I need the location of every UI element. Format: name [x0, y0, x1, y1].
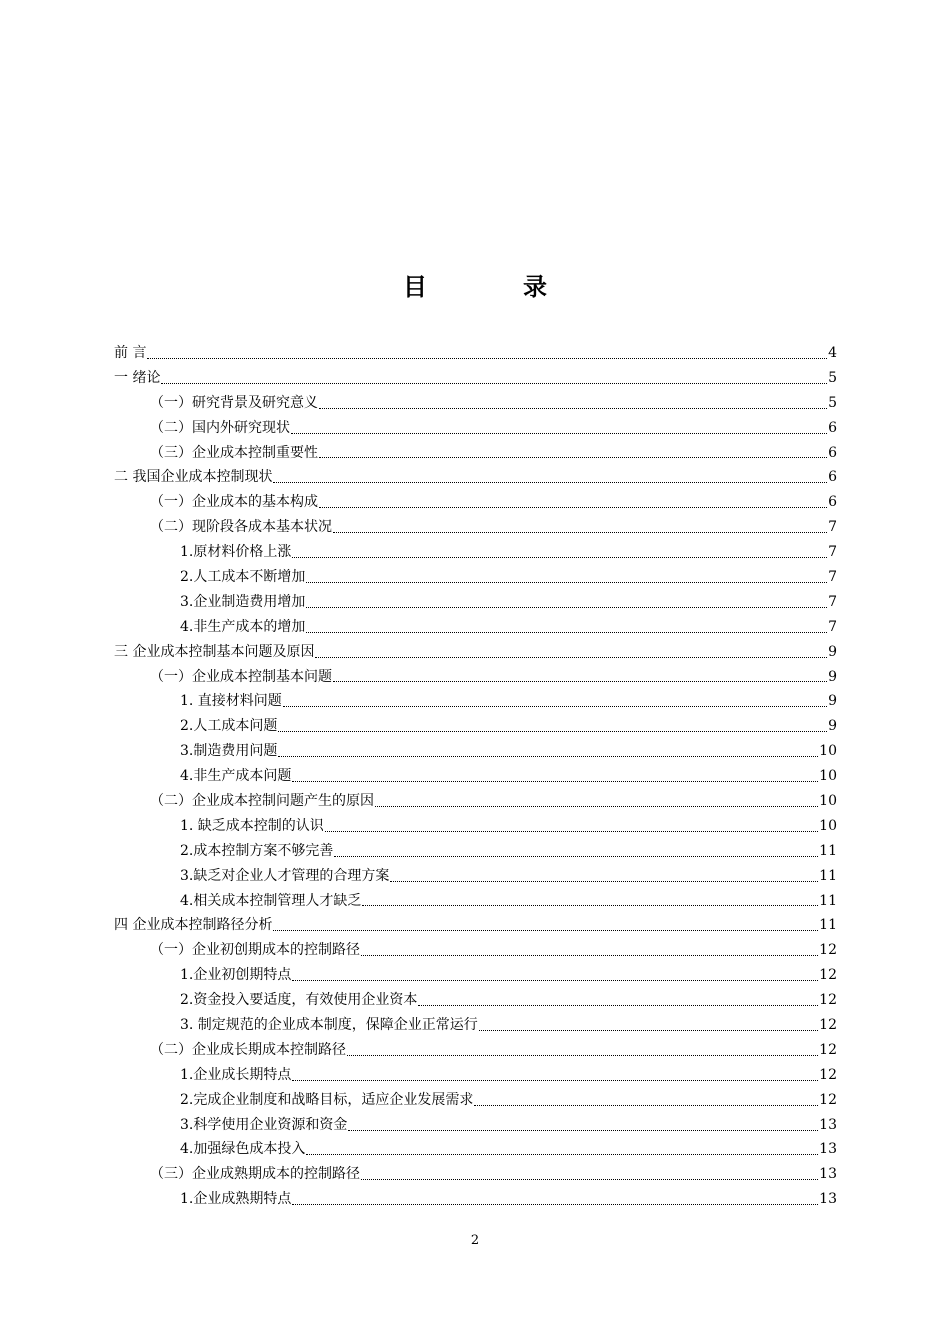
toc-entry-page: 12	[819, 942, 837, 959]
toc-entry[interactable]	[114, 515, 837, 540]
dot-leader	[347, 1055, 818, 1056]
dot-leader	[306, 607, 827, 608]
toc-entry[interactable]	[114, 714, 837, 739]
toc-entry[interactable]	[114, 789, 837, 814]
toc-entry-page: 12	[819, 1066, 837, 1083]
toc-entry-text: 4.相关成本控制管理人才缺乏	[180, 892, 362, 909]
toc-entry[interactable]	[114, 689, 837, 714]
toc-entry-page: 4	[828, 344, 837, 361]
toc-entry[interactable]	[114, 416, 837, 441]
toc-entry[interactable]	[114, 963, 837, 988]
dot-leader	[334, 856, 818, 857]
toc-entry-page: 13	[819, 1191, 837, 1208]
dot-leader	[306, 632, 827, 633]
toc-entry[interactable]	[114, 1063, 837, 1088]
toc-entry-page: 6	[828, 494, 837, 511]
toc-entry-page: 12	[819, 1091, 837, 1108]
toc-entry[interactable]	[114, 465, 837, 490]
dot-leader	[292, 557, 827, 558]
toc-entry[interactable]	[114, 1138, 837, 1163]
toc-entry-page: 13	[819, 1141, 837, 1158]
toc-entry-page: 6	[828, 419, 837, 436]
toc-entry-page: 9	[828, 718, 837, 735]
toc-entry-text: （一）研究背景及研究意义	[150, 394, 318, 411]
toc-entry[interactable]	[114, 814, 837, 839]
dot-leader	[278, 756, 818, 757]
dot-leader	[375, 806, 818, 807]
page-number: 2	[470, 1233, 480, 1248]
toc-entry-text: 一 绪论	[114, 369, 161, 386]
toc-entry-page: 7	[828, 593, 837, 610]
toc-entry[interactable]	[114, 341, 837, 366]
toc-entry-text: 1.企业成长期特点	[180, 1066, 292, 1083]
dot-leader	[348, 1130, 818, 1131]
toc-entry-page: 11	[819, 867, 837, 884]
toc-entry[interactable]	[114, 1088, 837, 1113]
toc-entry-text: 2.人工成本不断增加	[180, 569, 306, 585]
toc-entry-page: 13	[819, 1166, 837, 1183]
toc-entry-page: 12	[819, 1041, 837, 1058]
toc-entry[interactable]	[114, 1013, 837, 1038]
toc-entry-text: 四 企业成本控制路径分析	[114, 917, 273, 934]
toc-entry-text: 2.人工成本问题	[180, 718, 278, 735]
dot-leader	[474, 1105, 818, 1106]
toc-entry-text: （一）企业初创期成本的控制路径	[150, 942, 360, 959]
toc-entry[interactable]	[114, 391, 837, 416]
toc-entry-text: 二 我国企业成本控制现状	[114, 469, 273, 486]
toc-entry-page: 9	[828, 693, 837, 710]
toc-entry[interactable]	[114, 665, 837, 690]
toc-entry-page: 10	[819, 768, 837, 785]
toc-entry-text: （一）企业成本的基本构成	[150, 494, 318, 511]
dot-leader	[292, 781, 818, 782]
toc-entry-text: 1. 直接材料问题	[180, 693, 282, 710]
dot-leader	[362, 905, 818, 906]
dot-leader	[273, 930, 818, 931]
toc-entry[interactable]	[114, 540, 837, 565]
toc-entry[interactable]	[114, 864, 837, 889]
toc-entry-page: 7	[828, 618, 837, 635]
toc-entry[interactable]	[114, 1113, 837, 1138]
toc-entry-text: 3.科学使用企业资源和资金	[180, 1116, 348, 1133]
toc-entry[interactable]	[114, 764, 837, 789]
dot-leader	[319, 408, 827, 409]
toc-entry-page: 7	[828, 569, 837, 585]
toc-entry-text: 2.成本控制方案不够完善	[180, 842, 334, 859]
dot-leader	[315, 657, 827, 658]
toc-entry-text: 4.加强绿色成本投入	[180, 1141, 306, 1158]
toc-entry-page: 10	[819, 793, 837, 810]
toc-entry-text: 三 企业成本控制基本问题及原因	[114, 643, 315, 660]
toc-entry-page: 7	[828, 544, 837, 561]
toc-entry-text: 1. 缺乏成本控制的认识	[180, 817, 324, 834]
toc-entry[interactable]	[114, 839, 837, 864]
toc-entry-text: （二）企业成长期成本控制路径	[150, 1041, 346, 1058]
toc-title: 目 录	[403, 273, 583, 301]
toc-entry-page: 12	[819, 967, 837, 984]
dot-leader	[306, 582, 827, 583]
toc-entry[interactable]	[114, 1187, 837, 1212]
dot-leader	[273, 482, 827, 483]
toc-entry-text: （三）企业成熟期成本的控制路径	[150, 1166, 360, 1183]
toc-entry-text: （二）国内外研究现状	[150, 419, 290, 436]
toc-entry-page: 11	[819, 917, 837, 934]
toc-entry-text: 3.缺乏对企业人才管理的合理方案	[180, 867, 390, 884]
toc-entry-text: （二）现阶段各成本基本状况	[150, 519, 332, 536]
dot-leader	[306, 1154, 818, 1155]
toc-entry-page: 10	[819, 817, 837, 834]
toc-entry[interactable]	[114, 366, 837, 391]
dot-leader	[292, 1080, 818, 1081]
toc-entry[interactable]	[114, 565, 837, 590]
toc-entry-text: （三）企业成本控制重要性	[150, 444, 318, 461]
toc-entry-page: 6	[828, 469, 837, 486]
toc-entry-page: 9	[828, 668, 837, 685]
dot-leader	[283, 706, 827, 707]
toc-entry-page: 10	[819, 743, 837, 760]
dot-leader	[147, 358, 827, 359]
toc-entry-text: 3. 制定规范的企业成本制度，保障企业正常运行	[180, 1017, 478, 1034]
toc-entry[interactable]	[114, 490, 837, 515]
toc-entry-text: 1.企业初创期特点	[180, 967, 292, 984]
dot-leader	[319, 457, 827, 458]
toc-entry[interactable]	[114, 938, 837, 963]
toc-entry-text: 1.企业成熟期特点	[180, 1191, 292, 1208]
dot-leader	[319, 507, 827, 508]
dot-leader	[325, 831, 818, 832]
toc-entry-page: 12	[819, 992, 837, 1009]
dot-leader	[361, 1179, 818, 1180]
toc-entry-text: 4.非生产成本问题	[180, 768, 292, 785]
toc-entry-page: 11	[819, 892, 837, 909]
toc-entry-page: 13	[819, 1116, 837, 1133]
toc-entry-page: 5	[828, 369, 837, 386]
toc-entry-page: 11	[819, 842, 837, 859]
toc-entry-page: 9	[828, 643, 837, 660]
toc-entry[interactable]	[114, 441, 837, 466]
toc-entry-text: 1.原材料价格上涨	[180, 544, 292, 561]
toc-entry-text: 2.完成企业制度和战略目标，适应企业发展需求	[180, 1091, 474, 1108]
dot-leader	[292, 1204, 818, 1205]
toc-entry[interactable]	[114, 1162, 837, 1187]
toc-entry[interactable]	[114, 615, 837, 640]
dot-leader	[292, 980, 818, 981]
toc-entry[interactable]	[114, 889, 837, 914]
toc-entry-text: （二）企业成本控制问题产生的原因	[150, 793, 374, 810]
dot-leader	[390, 881, 818, 882]
dot-leader	[361, 955, 818, 956]
toc-entry-page: 6	[828, 444, 837, 461]
toc-entry[interactable]	[114, 590, 837, 615]
dot-leader	[418, 1005, 818, 1006]
dot-leader	[291, 433, 827, 434]
toc-entry-text: 2.资金投入要适度，有效使用企业资本	[180, 992, 418, 1009]
table-of-contents	[114, 341, 837, 1212]
dot-leader	[333, 681, 827, 682]
dot-leader	[161, 383, 827, 384]
dot-leader	[333, 532, 827, 533]
dot-leader	[479, 1030, 818, 1031]
toc-entry[interactable]	[114, 988, 837, 1013]
toc-entry-text: 4.非生产成本的增加	[180, 618, 306, 635]
toc-entry-text: 3.企业制造费用增加	[180, 593, 306, 610]
toc-entry[interactable]	[114, 1038, 837, 1063]
toc-entry-text: 前 言	[114, 344, 147, 361]
toc-entry-page: 5	[828, 394, 837, 411]
toc-entry-page: 12	[819, 1017, 837, 1034]
toc-entry-page: 7	[828, 519, 837, 536]
toc-entry-text: （一）企业成本控制基本问题	[150, 668, 332, 685]
toc-entry[interactable]	[114, 739, 837, 764]
toc-entry-text: 3.制造费用问题	[180, 743, 278, 760]
toc-entry[interactable]	[114, 640, 837, 665]
toc-entry[interactable]	[114, 913, 837, 938]
dot-leader	[278, 731, 827, 732]
